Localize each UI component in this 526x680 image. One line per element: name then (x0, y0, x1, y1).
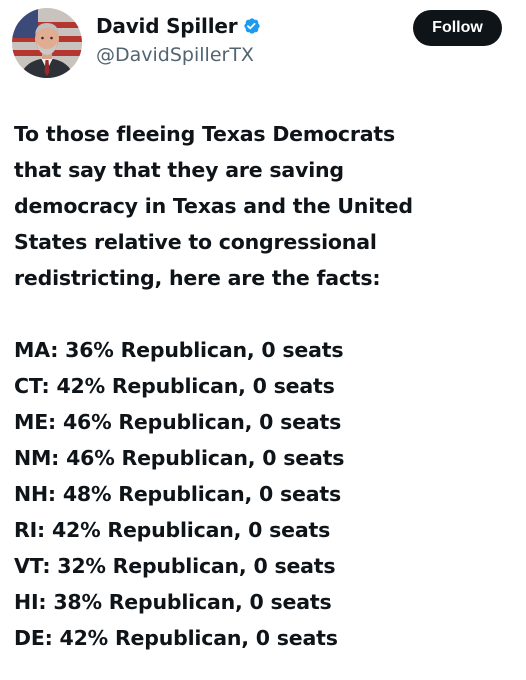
verified-badge-icon (242, 16, 262, 36)
author-handle[interactable]: @DavidSpillerTX (96, 44, 254, 66)
fact-line: NH: 48% Republican, 0 seats (14, 482, 341, 506)
author-avatar[interactable] (12, 8, 82, 78)
tweet-line: redistricting, here are the facts: (14, 266, 381, 290)
fact-line: ME: 46% Republican, 0 seats (14, 410, 342, 434)
tweet-header (0, 0, 526, 90)
fact-line: RI: 42% Republican, 0 seats (14, 518, 331, 542)
fact-line: MA: 36% Republican, 0 seats (14, 338, 344, 362)
tweet-text (14, 116, 520, 656)
fact-line: NM: 46% Republican, 0 seats (14, 446, 345, 470)
tweet-line: that say that they are saving (14, 158, 344, 182)
fact-line: DE: 42% Republican, 0 seats (14, 626, 338, 650)
fact-line: HI: 38% Republican, 0 seats (14, 590, 332, 614)
fact-line: VT: 32% Republican, 0 seats (14, 554, 336, 578)
paragraph-gap (14, 296, 520, 332)
author-name-row[interactable] (96, 12, 262, 40)
fact-line: CT: 42% Republican, 0 seats (14, 374, 335, 398)
tweet-line: democracy in Texas and the United (14, 194, 413, 218)
tweet-line: States relative to congressional (14, 230, 377, 254)
follow-button[interactable]: Follow (413, 10, 502, 46)
profile-photo-icon (12, 8, 82, 78)
tweet-line: To those fleeing Texas Democrats (14, 122, 396, 146)
author-display-name: David Spiller (96, 14, 238, 38)
